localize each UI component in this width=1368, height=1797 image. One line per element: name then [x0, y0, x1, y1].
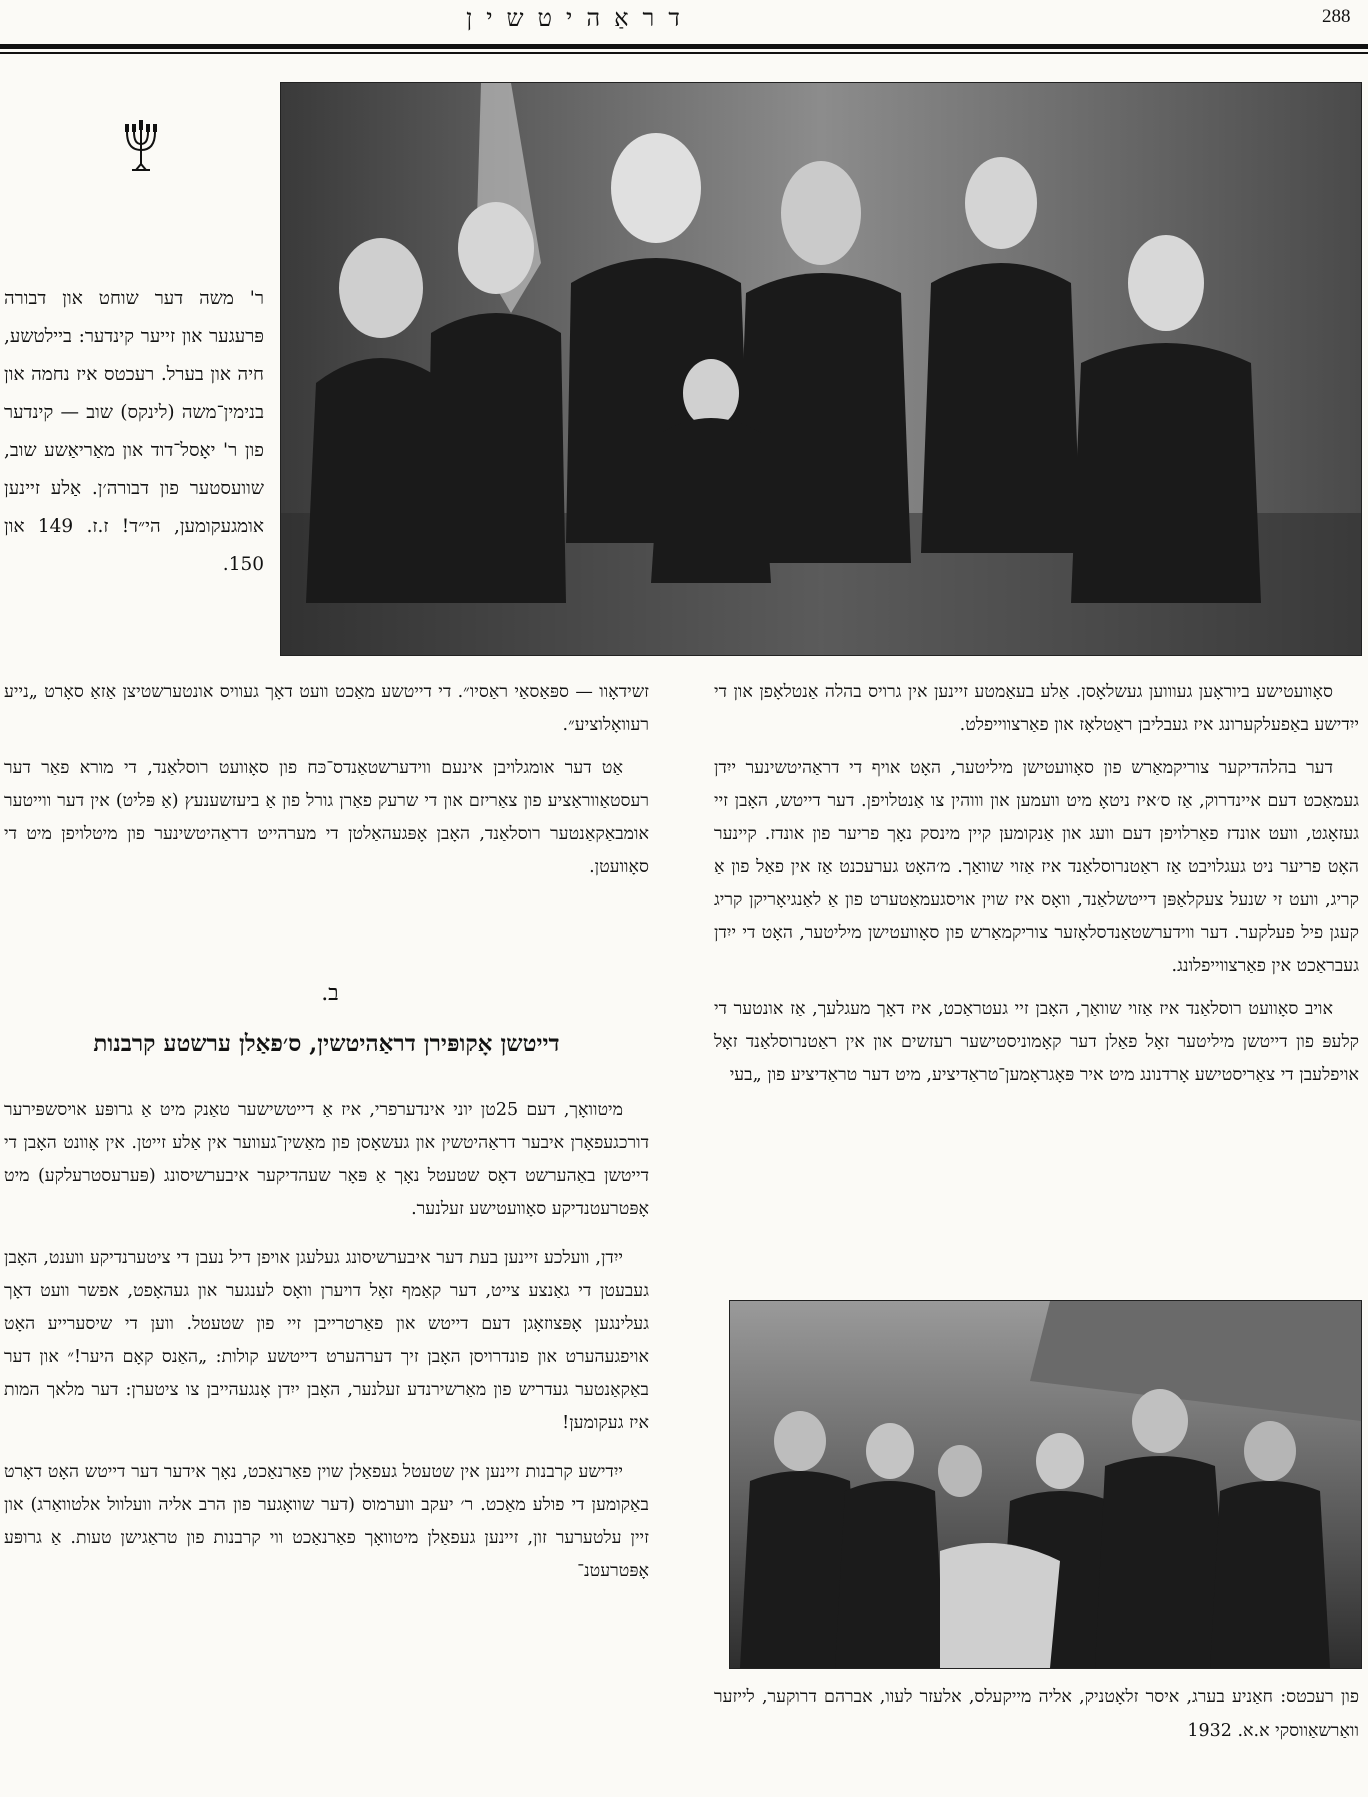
paragraph: אויב סאָוועט רוסלאַנד איז אַזוי שוואַך, האָבן זיי געטראַכט, איז דאָך מעגלעך, אַז אונטער די קלעפּ פון דייטשן מיליטער זאָל פאַלן דער קאָמוניסטישער רעזשים און אין ראַטנרוסלאַנד זאָל אויפלעבן די צאַריסטישע אָרדנונג מיט איר פּאָגראָמען־טראַדיציע, מיט דער טראַדיציע פון „בעי — [714, 999, 1359, 1085]
paragraph: זשידאָוו — ספּאַסאַי ראַסיו״. די דייטשע מאַכט וועט דאָך געוויס אונטערשטיצן אַזאַ סאָרט „נייע רעוואָלוציע״. — [4, 682, 649, 735]
paragraph: מיטוואָך, דעם 25טן יוני אינדערפרי, איז אַ דייטשישער טאַנק מיט אַ גרופּע אויסשפּירער דורכגעפאָרן איבער דראַהיטשין און געשאָסן פון מאַשין־געווער אין אַלע זייטן. אין אָוונט האָבן די דייטשן באַהערשט דאָס שטעטל נאָך אַ פּאָר שעהדיקער איבערשיסונג (פּערעסטרעלקע) מיט אָפּטרעטנדיקע סאָוועטישע זעלנער. — [4, 1100, 649, 1219]
page-number: 288 — [1322, 6, 1351, 27]
section-letter: ב. — [321, 981, 339, 1006]
paragraph: ייִדן, וועלכע זיינען בעת דער איבערשיסונג געלעגן אויפן דיל נעבן די ציטערנדיקע ווענט, האָבן געבעטן די גאַנצע צייט, דער קאַמף זאָל דויערן וואָס לענגער און געהאָפט, אפשר וועט דאָך געלינגען אָפּצוזאָגן דעם דייטש און פאַרטרייבן זיי פון שטעטל. ווען די שיסערייע האָט אויפגעהערט און פונדרויסן האָבן זיך דערהערט דייטשע קולות: „האַנס קאָם היער!״ און דער באַקאַנטער געדריש פון מאַרשירנדע זעלנער, האָבן ייִדן אָנגעהייבן צו ציטערן: דער מלאך המות איז געקומען! — [4, 1248, 649, 1433]
paragraph: סאָוועטישע ביוראָען געוווען געשלאָסן. אַלע בעאַמטע זיינען אין גרויס בהלה אַנטלאָפן און די ייִדישע באַפעלקערונג איז געבליבן ראַטלאָז און פאַרצווייפלט. — [714, 682, 1359, 735]
section-heading: דייטשן אָקופּירן דראַהיטשין, ס׳פאַלן ערשטע קרבנות — [93, 1030, 560, 1057]
right-column — [714, 676, 1359, 1102]
paragraph: ייִדישע קרבנות זיינען אין שטעטל געפאַלן שוין פאַרנאַכט, נאָך אידער דער דייטש האָט דאָרט באַקומען די פולע מאַכט. ר׳ יעקב ווערמוס (דער שוואָגער פון הרב אליה וועלוול אלטוואַרג) און זיין עלטערער זון, זיינען געפאַלן מיטוואָך פאַרנאַכט ווי קרבנות פון טראַגישן טעות. אַ גרופּע אָפּטרעטנ־ — [4, 1462, 649, 1581]
group-photo — [729, 1300, 1362, 1669]
left-column-top — [4, 676, 649, 894]
left-column-bottom — [4, 1094, 649, 1604]
family-photo — [280, 82, 1362, 656]
group-photo-caption: פון רעכטס: חאַניע בערג, איסר זלאָטניק, אליה מייקעלס, אלעזר לעוו, אברהם דרוקער, לייזער וואַרשאַווסקי א.א. 1932 — [714, 1687, 1359, 1741]
header-rule-thick — [0, 44, 1368, 49]
paragraph: אַט דער אומגלויבן אינעם ווידערשטאַנדס־כּח פון סאָוועט רוסלאַנד, די מורא פאַר דער רעסטאַווראַציע פון צאַריזם און די שרעק פאַרן גורל פון אַ ביעזשענעץ (אַ פּליט) אין דער ווייטער אומבאַקאַנטער רוסלאַנד, האָבן אָפּגעהאַלטן די מערהייט דראַהיטשינער פון מיטלויפן מיט די סאָוועטן. — [4, 758, 649, 877]
family-photo-caption: ר' משה דער שוחט און דבורה פּרעגער און זייער קינדער: ביילטשע, חיה און בערל. רעכטס איז נחמה און בנימין־משה (לינקס) שוב — קינדער פון ר' יאָסל־דוד און מאַריאַשע שוב, שוועסטער פון דבורה׳ן. אַלע זיינען אומגעקומען, הי״ד! ז.ז. 149 און 150. — [4, 288, 264, 575]
header-rule-thin — [0, 52, 1368, 54]
running-title: דראַהיטשין — [466, 4, 694, 32]
paragraph: דער בהלהדיקער צוריקמאַרש פון סאָוועטישן מיליטער, האָט אויף די דראַהיטשינער ייִדן געמאַכט דעם איינדרוק, אַז ס׳איז ניטאָ מיט וועמען און וווהין צו אַנטלויפן. דער דייטש, האָבן זיי געזאָגט, וועט אונדז פאַרלויפן דעם וועג און אַנקומען קיין מינסק נאָך פריער פון אונדז. קיינער האָט פריער ניט געגלויבט אַז ראַטנרוסלאַנד איז אַזוי שוואַך. מ׳האָט גערעכנט אַז אין פאַל פון אַ קריג, וועט זי שנעל צעקלאַפּן דייטשלאַנד, וואָס איז שוין אויסגעמאַטערט פון אַ לאַנגיאָריקן קריג קעגן פיל פעלקער. דער ווידערשטאַנדסלאָזער צוריקמאַרש פון סאָוועטישן מיליטער, האָט די ייִדן געבראַכט אין פאַרצווייפלונג. — [714, 758, 1359, 976]
menorah-icon — [118, 118, 164, 174]
